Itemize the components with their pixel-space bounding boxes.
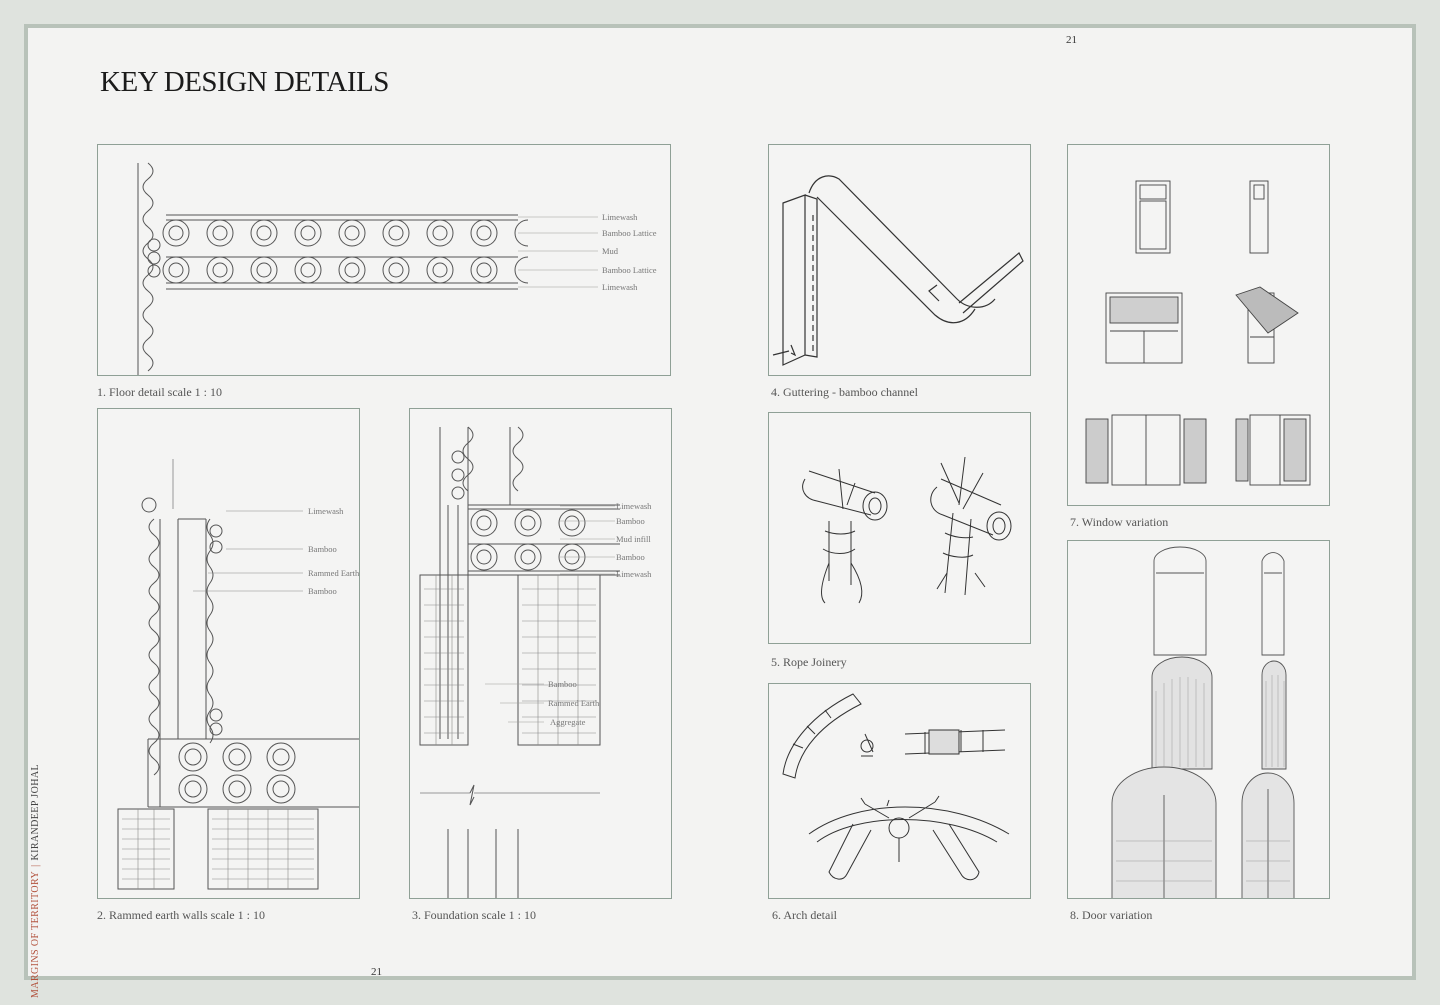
spine-credit (30, 758, 46, 998)
window-variation-caption: 7. Window variation (1070, 515, 1169, 529)
door-variation-caption: 8. Door variation (1070, 908, 1153, 922)
guttering-panel (768, 144, 1031, 376)
rope-joinery-panel (768, 412, 1031, 644)
foundation-label-8: Aggregate (550, 717, 586, 727)
arch-detail-drawing (769, 684, 1031, 899)
book-title: MARGINS OF TERRITORY (30, 870, 41, 998)
foundation-label-2: Bamboo (616, 516, 645, 526)
foundation-label-4: Bamboo (616, 552, 645, 562)
spread-page (24, 24, 1416, 998)
foundation-panel (409, 408, 672, 899)
foundation-label-5: Limewash (616, 569, 652, 579)
floor-detail-caption: 1. Floor detail scale 1 : 10 (97, 385, 222, 399)
rammed-label-1: Limewash (308, 506, 344, 516)
guttering-caption: 4. Guttering - bamboo channel (771, 385, 918, 399)
author-name: KIRANDEEP JOHAL (30, 764, 41, 861)
rammed-earth-panel (97, 408, 360, 899)
floor-label-4: Bamboo Lattice (602, 265, 657, 275)
foundation-drawing (410, 409, 672, 899)
door-variation-drawing (1068, 541, 1330, 899)
foundation-label-6: Bamboo (548, 679, 577, 689)
guttering-drawing (769, 145, 1031, 376)
rammed-earth-caption: 2. Rammed earth walls scale 1 : 10 (97, 908, 265, 922)
window-variation-panel (1067, 144, 1330, 506)
foundation-label-3: Mud infill (616, 534, 651, 544)
floor-label-5: Limewash (602, 282, 638, 292)
foundation-label-7: Rammed Earth (548, 698, 600, 708)
floor-detail-panel (97, 144, 671, 376)
floor-label-1: Limewash (602, 212, 638, 222)
rammed-earth-drawing (98, 409, 360, 899)
floor-label-2: Bamboo Lattice (602, 228, 657, 238)
rope-joinery-drawing (769, 413, 1031, 644)
page-number-top: 21 (1066, 34, 1077, 46)
rammed-label-4: Bamboo (308, 586, 337, 596)
foundation-caption: 3. Foundation scale 1 : 10 (412, 908, 536, 922)
rope-joinery-caption: 5. Rope Joinery (771, 655, 847, 669)
arch-detail-caption: 6. Arch detail (772, 908, 837, 922)
foundation-label-1: Limewash (616, 501, 652, 511)
page-title: KEY DESIGN DETAILS (100, 66, 389, 98)
floor-label-3: Mud (602, 246, 619, 256)
rammed-label-2: Bamboo (308, 544, 337, 554)
rammed-label-3: Rammed Earth (308, 568, 360, 578)
page-number-bottom: 21 (371, 966, 382, 978)
arch-detail-panel (768, 683, 1031, 899)
window-variation-drawing (1068, 145, 1330, 506)
spine-separator: | (30, 864, 41, 867)
floor-detail-drawing (98, 145, 671, 376)
door-variation-panel (1067, 540, 1330, 899)
